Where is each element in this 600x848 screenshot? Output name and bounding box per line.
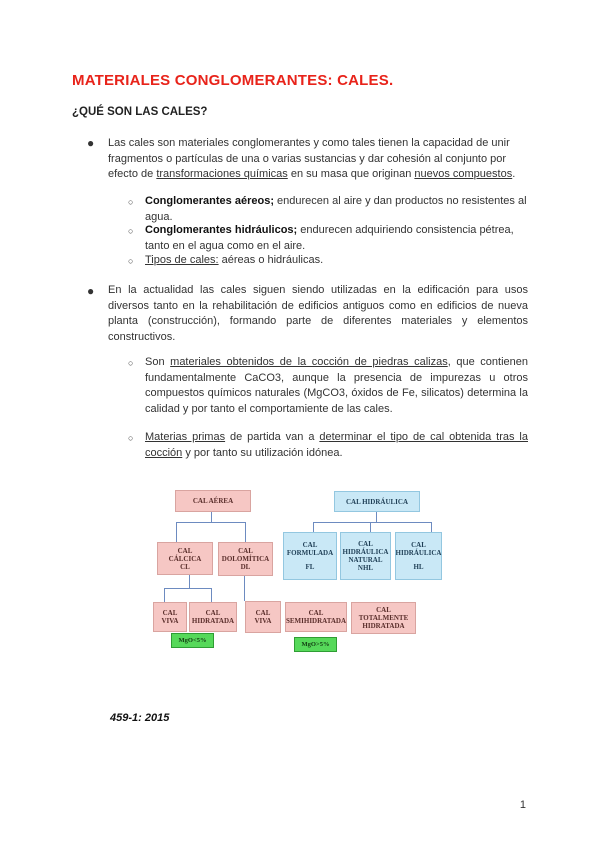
circle-bullet-icon: ○ (128, 256, 134, 266)
paragraph-coccion: Son materiales obtenidos de la cocción de piedras calizas, que contienen fundamentalmente CaCO3, aunque la presencia de impurezas u otros compuestos químicos naturales (MgCO3, óxidos de Fe, silicatos) determina la calidad y por tanto el comportamiente de las cales. (145, 356, 528, 415)
cal-aerea-box: CAL AÉREA (175, 490, 251, 512)
paragraph-materias-primas: Materias primas de partida van a determinar el tipo de cal obtenida tras la cocción y por tanto su utilización idónea. (145, 431, 528, 459)
cal-calcica-box: CAL CÁLCICA CL (157, 542, 213, 575)
page-number: 1 (519, 799, 526, 811)
cal-viva-dolomitica-box: CAL VIVA (245, 601, 281, 633)
cal-formulada-box: CAL FORMULADA FL (283, 532, 337, 580)
underlined-term: nuevos compuestos (414, 168, 513, 180)
mgo-less-label: MgO<5% (171, 633, 214, 648)
cal-semihidratada-box: CAL SEMIHIDRATADA (285, 602, 347, 632)
page-title: MATERIALES CONGLOMERANTES: CALES. (72, 72, 394, 89)
cal-hidraulica-hl-box: CAL HIDRÁULICA HL (395, 532, 442, 580)
circle-bullet-icon: ○ (128, 433, 134, 443)
cal-hidraulica-natural-box: CAL HIDRÁULICA NATURAL NHL (340, 532, 391, 580)
cal-dolomitica-box: CAL DOLOMÍTICA DL (218, 542, 273, 576)
mgo-greater-label: MgO>5% (294, 637, 337, 652)
cal-hidraulica-box: CAL HIDRÁULICA (334, 491, 420, 512)
paragraph-definition: Las cales son materiales conglomerantes y como tales tienen la capacidad de unir fragmentos o partículas de una o varias sustancias y dar cohesión al conjunto por efecto de transformaciones químicas en su masa que originan nuevos compuestos. (108, 137, 516, 180)
circle-bullet-icon: ○ (128, 197, 134, 207)
cal-hidratada-box: CAL HIDRATADA (189, 602, 237, 632)
bullet-dot-icon: ● (87, 136, 95, 150)
underlined-term: transformaciones químicas (156, 168, 288, 180)
circle-bullet-icon: ○ (128, 358, 134, 368)
section-heading: ¿QUÉ SON LAS CALES? (72, 106, 208, 118)
bullet-dot-icon: ● (87, 284, 95, 298)
paragraph-tipos: Tipos de cales: aéreas o hidráulicas. (145, 254, 324, 266)
cal-totalmente-hidratada-box: CAL TOTALMENTE HIDRATADA (351, 602, 416, 634)
standard-reference: 459-1: 2015 (110, 712, 170, 724)
paragraph-hidraulicos: Conglomerantes hidráulicos; endurecen adquiriendo consistencia pétrea, tanto en el agua como en el aire. (145, 224, 514, 252)
paragraph-aereos: Conglomerantes aéreos; endurecen al aire y dan productos no resistentes al agua. (145, 195, 527, 223)
cal-viva-box: CAL VIVA (153, 602, 187, 632)
circle-bullet-icon: ○ (128, 226, 134, 236)
paragraph-actualidad: En la actualidad las cales siguen siendo utilizadas en la edificación para usos diversos tanto en la rehabilitación de edificios antiguos como en edificios de nueva planta (construcción), formando parte de diferentes materiales y elementos constructivos. (108, 284, 528, 343)
